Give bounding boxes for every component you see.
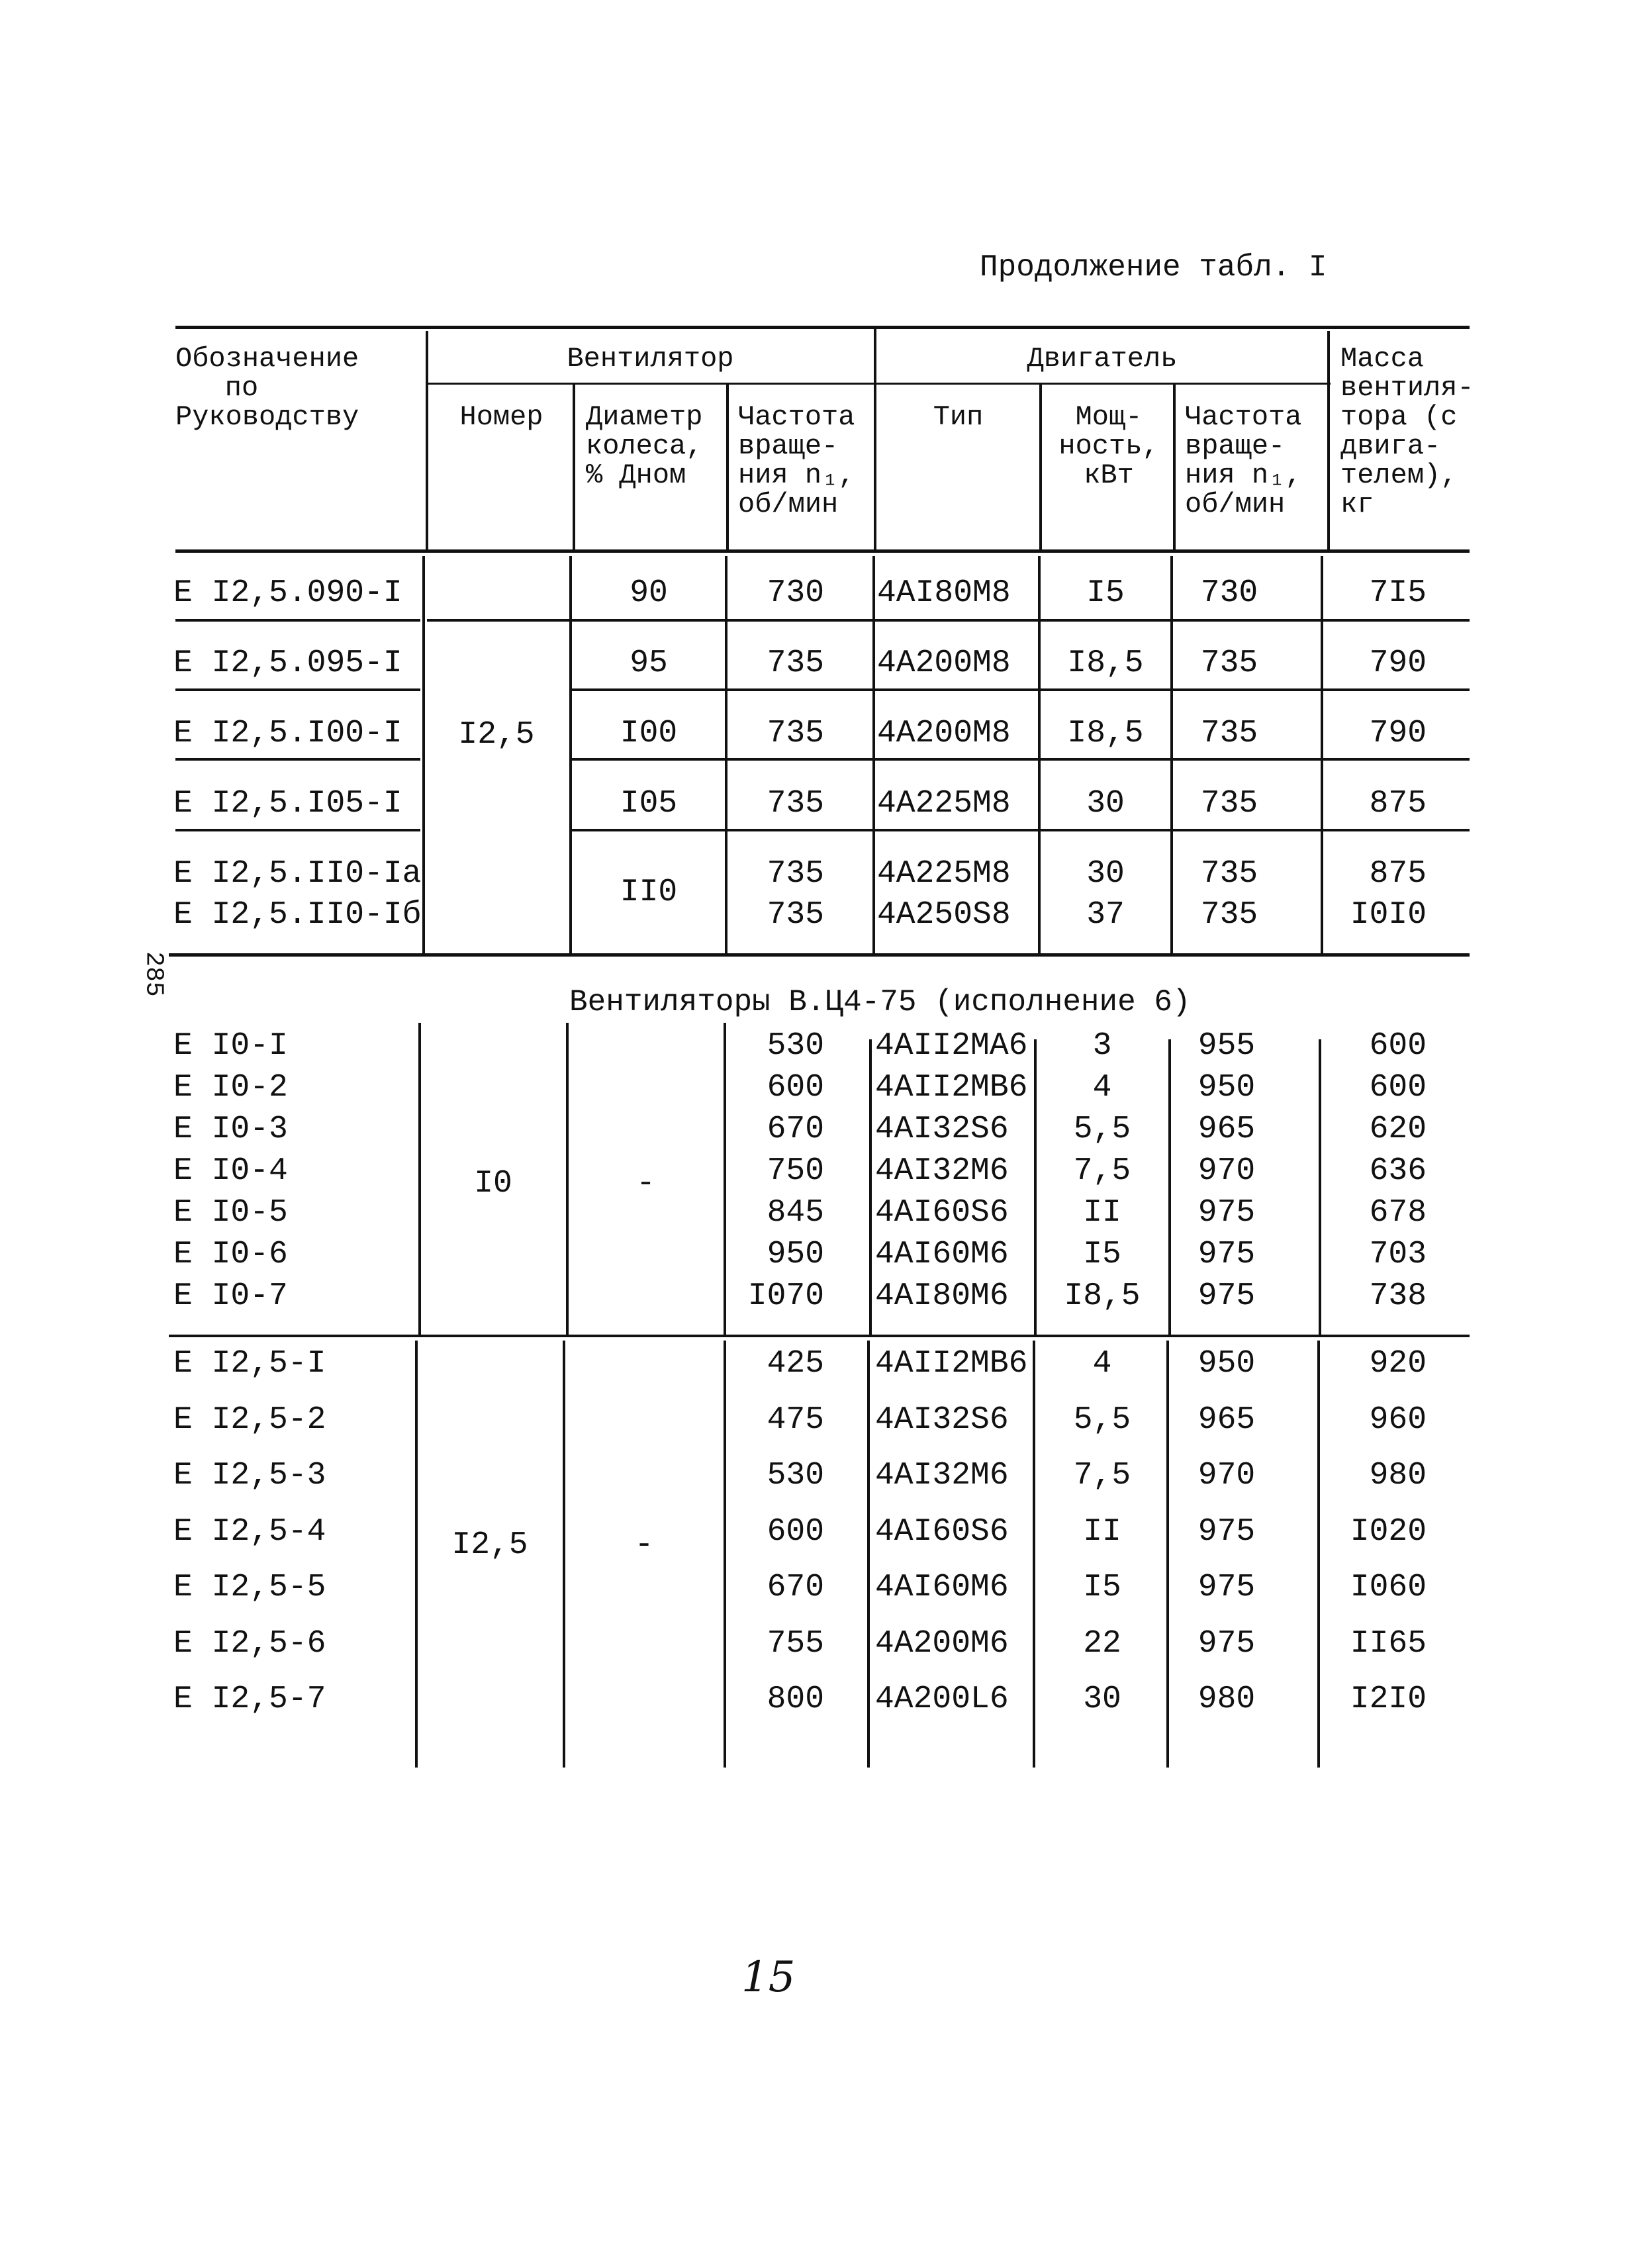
cell-motor-speed: 975 <box>1197 1278 1256 1314</box>
cell-designation: Е I2,5-2 <box>173 1401 326 1438</box>
cell-type: 4А225М8 <box>877 786 1011 822</box>
cell-power: I5 <box>1083 1570 1121 1605</box>
cell-power: 30 <box>1086 786 1125 822</box>
cell-power: 5,5 <box>1073 1111 1131 1147</box>
cell-mass: 738 <box>1369 1278 1427 1314</box>
cell-motor-speed: 970 <box>1197 1153 1256 1189</box>
header-number: Номер <box>459 401 543 433</box>
cell-fan-speed: 750 <box>767 1153 824 1189</box>
header-mass: Масса вентиля-тора (с двига-телем), кг <box>1340 343 1474 520</box>
cell-fan-speed: 735 <box>767 786 824 822</box>
cell-power: I8,5 <box>1064 1278 1141 1314</box>
cell-fan-speed: 670 <box>767 1570 824 1605</box>
cell-mass: 875 <box>1369 786 1427 822</box>
cell-motor-speed: 950 <box>1197 1070 1256 1106</box>
row-rule <box>569 758 1470 761</box>
col-divider <box>569 556 572 953</box>
header-divider <box>1173 384 1176 549</box>
col-divider <box>1321 556 1323 953</box>
col-divider <box>869 1039 872 1337</box>
section-title: Вентиляторы В.Ц4-75 (исполнение 6) <box>569 985 1191 1019</box>
col-divider <box>1033 1341 1035 1768</box>
cell-power: 7,5 <box>1073 1458 1131 1493</box>
cell-power: 22 <box>1083 1625 1121 1662</box>
cell-power: 30 <box>1083 1681 1121 1717</box>
cell-designation: Е I2,5-6 <box>173 1625 326 1662</box>
cell-type: 4АI60М6 <box>875 1237 1009 1272</box>
header-bottom-rule <box>175 549 1470 553</box>
table-top-rule <box>175 326 1470 329</box>
section2-bottom-rule <box>169 1335 1470 1337</box>
section3-number: I2,5 <box>451 1527 528 1563</box>
cell-fan-speed: 730 <box>767 575 824 611</box>
col-divider <box>724 1341 726 1768</box>
cell-designation: Е I0-5 <box>173 1195 288 1231</box>
cell-motor-speed: 735 <box>1200 897 1258 933</box>
cell-motor-speed: 735 <box>1200 856 1258 892</box>
cell-type: 4АI60S6 <box>875 1513 1009 1550</box>
header-type: Тип <box>933 401 984 433</box>
header-divider <box>726 384 729 549</box>
cell-power: 30 <box>1086 856 1125 892</box>
row-rule <box>569 829 1470 831</box>
col-divider <box>1170 556 1173 953</box>
col-divider <box>725 556 727 953</box>
cell-power: 4 <box>1092 1346 1112 1382</box>
row-rule <box>569 688 1470 691</box>
header-divider <box>874 328 876 549</box>
header-diameter: Диаметр колеса, % Дном <box>586 401 703 491</box>
cell-designation: Е I0-3 <box>173 1111 288 1147</box>
col-divider <box>1317 1341 1320 1768</box>
cell-mass: 636 <box>1369 1153 1427 1189</box>
row-rule <box>175 758 420 761</box>
cell-fan-speed: 735 <box>767 645 824 681</box>
col-divider <box>872 556 875 953</box>
cell-motor-speed: 975 <box>1197 1625 1256 1662</box>
cell-mass: I2I0 <box>1350 1681 1427 1717</box>
cell-type: 4АII2МВ6 <box>875 1070 1028 1106</box>
header-power: Мощ-ность, кВт <box>1058 401 1159 491</box>
cell-motor-speed: 735 <box>1200 645 1258 681</box>
cell-type: 4АI32М6 <box>875 1153 1009 1189</box>
row-rule <box>427 619 1470 622</box>
section2-number: I0 <box>474 1166 512 1202</box>
cell-motor-speed: 975 <box>1197 1570 1256 1605</box>
header-designation: Обозначение по Руководству <box>175 343 359 433</box>
col-divider <box>422 556 425 953</box>
cell-type: 4А200М8 <box>877 716 1011 751</box>
cell-power: 3 <box>1092 1028 1112 1064</box>
cell-designation: Е I2,5.090-I <box>173 575 402 611</box>
col-divider <box>724 1023 726 1337</box>
cell-designation: Е I2,5-3 <box>173 1458 326 1493</box>
cell-mass: 960 <box>1369 1401 1427 1438</box>
header-motor-speed: Частота враще-ния n₁, об/мин <box>1185 401 1302 520</box>
cell-mass: 875 <box>1369 856 1427 892</box>
section1-number: I2,5 <box>458 717 535 753</box>
cell-mass: II65 <box>1350 1625 1427 1662</box>
cell-motor-speed: 980 <box>1197 1681 1256 1717</box>
cell-mass: 600 <box>1369 1028 1427 1064</box>
margin-mark: 285 <box>139 951 168 997</box>
cell-type: 4АI80М6 <box>875 1278 1009 1314</box>
cell-mass: 620 <box>1369 1111 1427 1147</box>
cell-motor-speed: 955 <box>1197 1028 1256 1064</box>
cell-power: 7,5 <box>1073 1153 1131 1189</box>
cell-type: 4АI60S6 <box>875 1195 1009 1231</box>
cell-fan-speed: 800 <box>767 1681 824 1717</box>
cell-fan-speed: 950 <box>767 1237 824 1272</box>
cell-motor-speed: 965 <box>1197 1111 1256 1147</box>
header-fan: Вентилятор <box>567 343 734 375</box>
cell-fan-speed: 425 <box>767 1346 824 1382</box>
col-divider <box>1038 556 1041 953</box>
cell-designation: Е I2,5.II0-Iа <box>173 856 422 892</box>
cell-fan-speed: 600 <box>767 1513 824 1550</box>
cell-designation: Е I0-7 <box>173 1278 288 1314</box>
cell-mass: 7I5 <box>1369 575 1427 611</box>
row-rule <box>175 829 420 831</box>
cell-motor-speed: 975 <box>1197 1237 1256 1272</box>
cell-designation: Е I2,5.II0-Iб <box>173 897 422 933</box>
cell-type: 4АI32S6 <box>875 1111 1009 1147</box>
cell-mass: 980 <box>1369 1458 1427 1493</box>
cell-fan-speed: 735 <box>767 856 824 892</box>
row-rule <box>175 688 420 691</box>
cell-fan-speed: 670 <box>767 1111 824 1147</box>
cell-fan-speed: 735 <box>767 716 824 751</box>
cell-power: I5 <box>1083 1237 1121 1272</box>
cell-motor-speed: 950 <box>1197 1346 1256 1382</box>
cell-mass: 790 <box>1369 645 1427 681</box>
cell-type: 4А200М8 <box>877 645 1011 681</box>
cell-type: 4А200L6 <box>875 1681 1009 1717</box>
cell-type: 4АII2МВ6 <box>875 1346 1028 1382</box>
cell-type: 4АI60М6 <box>875 1570 1009 1605</box>
cell-designation: Е I0-4 <box>173 1153 288 1189</box>
cell-diameter: 90 <box>630 575 668 611</box>
cell-designation: Е I2,5.095-I <box>173 645 402 681</box>
section2-diameter: - <box>636 1166 655 1202</box>
cell-type: 4АI32М6 <box>875 1458 1009 1493</box>
cell-designation: Е I2,5-4 <box>173 1513 326 1550</box>
section3-diameter: - <box>634 1527 654 1563</box>
cell-motor-speed: 735 <box>1200 716 1258 751</box>
cell-diameter: I00 <box>620 716 678 751</box>
cell-mass: 920 <box>1369 1346 1427 1382</box>
header-divider <box>573 384 575 549</box>
page-number: 15 <box>741 1953 796 2002</box>
cell-power: II <box>1083 1195 1121 1231</box>
cell-power: I5 <box>1086 575 1125 611</box>
cell-mass: 600 <box>1369 1070 1427 1106</box>
cell-mass: I060 <box>1350 1570 1427 1605</box>
section1-bottom-rule <box>169 953 1470 957</box>
header-sub-rule <box>427 383 1331 385</box>
cell-motor-speed: 970 <box>1197 1458 1256 1493</box>
cell-type: 4АI32S6 <box>875 1401 1009 1438</box>
continuation-label: Продолжение табл. I <box>980 250 1327 285</box>
col-divider <box>867 1341 870 1768</box>
cell-motor-speed: 975 <box>1197 1195 1256 1231</box>
cell-designation: Е I0-6 <box>173 1237 288 1272</box>
cell-designation: Е I2,5.I05-I <box>173 786 402 822</box>
cell-fan-speed: 600 <box>767 1070 824 1106</box>
cell-diameter: 95 <box>630 645 668 681</box>
cell-power: 37 <box>1086 897 1125 933</box>
cell-diameter: II0 <box>620 874 678 910</box>
cell-designation: Е I0-I <box>173 1028 288 1064</box>
cell-motor-speed: 730 <box>1200 575 1258 611</box>
cell-type: 4А250S8 <box>877 897 1011 933</box>
cell-mass: 678 <box>1369 1195 1427 1231</box>
cell-designation: Е I2,5-5 <box>173 1570 326 1605</box>
cell-power: 4 <box>1092 1070 1112 1106</box>
cell-diameter: I05 <box>620 786 678 822</box>
header-divider <box>1327 331 1330 549</box>
header-divider <box>1039 384 1042 549</box>
cell-power: II <box>1083 1513 1121 1550</box>
cell-fan-speed: 530 <box>767 1028 824 1064</box>
cell-motor-speed: 965 <box>1197 1401 1256 1438</box>
cell-motor-speed: 975 <box>1197 1513 1256 1550</box>
cell-mass: 703 <box>1369 1237 1427 1272</box>
cell-mass: I0I0 <box>1350 897 1427 933</box>
cell-type: 4АI80М8 <box>877 575 1011 611</box>
cell-motor-speed: 735 <box>1200 786 1258 822</box>
cell-fan-speed: 755 <box>767 1625 824 1662</box>
cell-type: 4А225М8 <box>877 856 1011 892</box>
cell-type: 4А200М6 <box>875 1625 1009 1662</box>
cell-designation: Е I0-2 <box>173 1070 288 1106</box>
cell-fan-speed: 530 <box>767 1458 824 1493</box>
cell-fan-speed: 475 <box>767 1401 824 1438</box>
cell-type: 4АII2МА6 <box>875 1028 1028 1064</box>
cell-power: I8,5 <box>1067 716 1144 751</box>
cell-fan-speed: 845 <box>767 1195 824 1231</box>
cell-designation: Е I2,5.I00-I <box>173 716 402 751</box>
cell-mass: I020 <box>1350 1513 1427 1550</box>
row-rule <box>175 619 420 622</box>
header-motor: Двигатель <box>1027 343 1178 375</box>
cell-power: I8,5 <box>1067 645 1144 681</box>
header-fan-speed: Частота враще-ния n₁, об/мин <box>738 401 855 520</box>
cell-mass: 790 <box>1369 716 1427 751</box>
cell-fan-speed: I070 <box>747 1278 824 1314</box>
cell-designation: Е I2,5-I <box>173 1346 326 1382</box>
cell-power: 5,5 <box>1073 1401 1131 1438</box>
cell-designation: Е I2,5-7 <box>173 1681 326 1717</box>
cell-fan-speed: 735 <box>767 897 824 933</box>
